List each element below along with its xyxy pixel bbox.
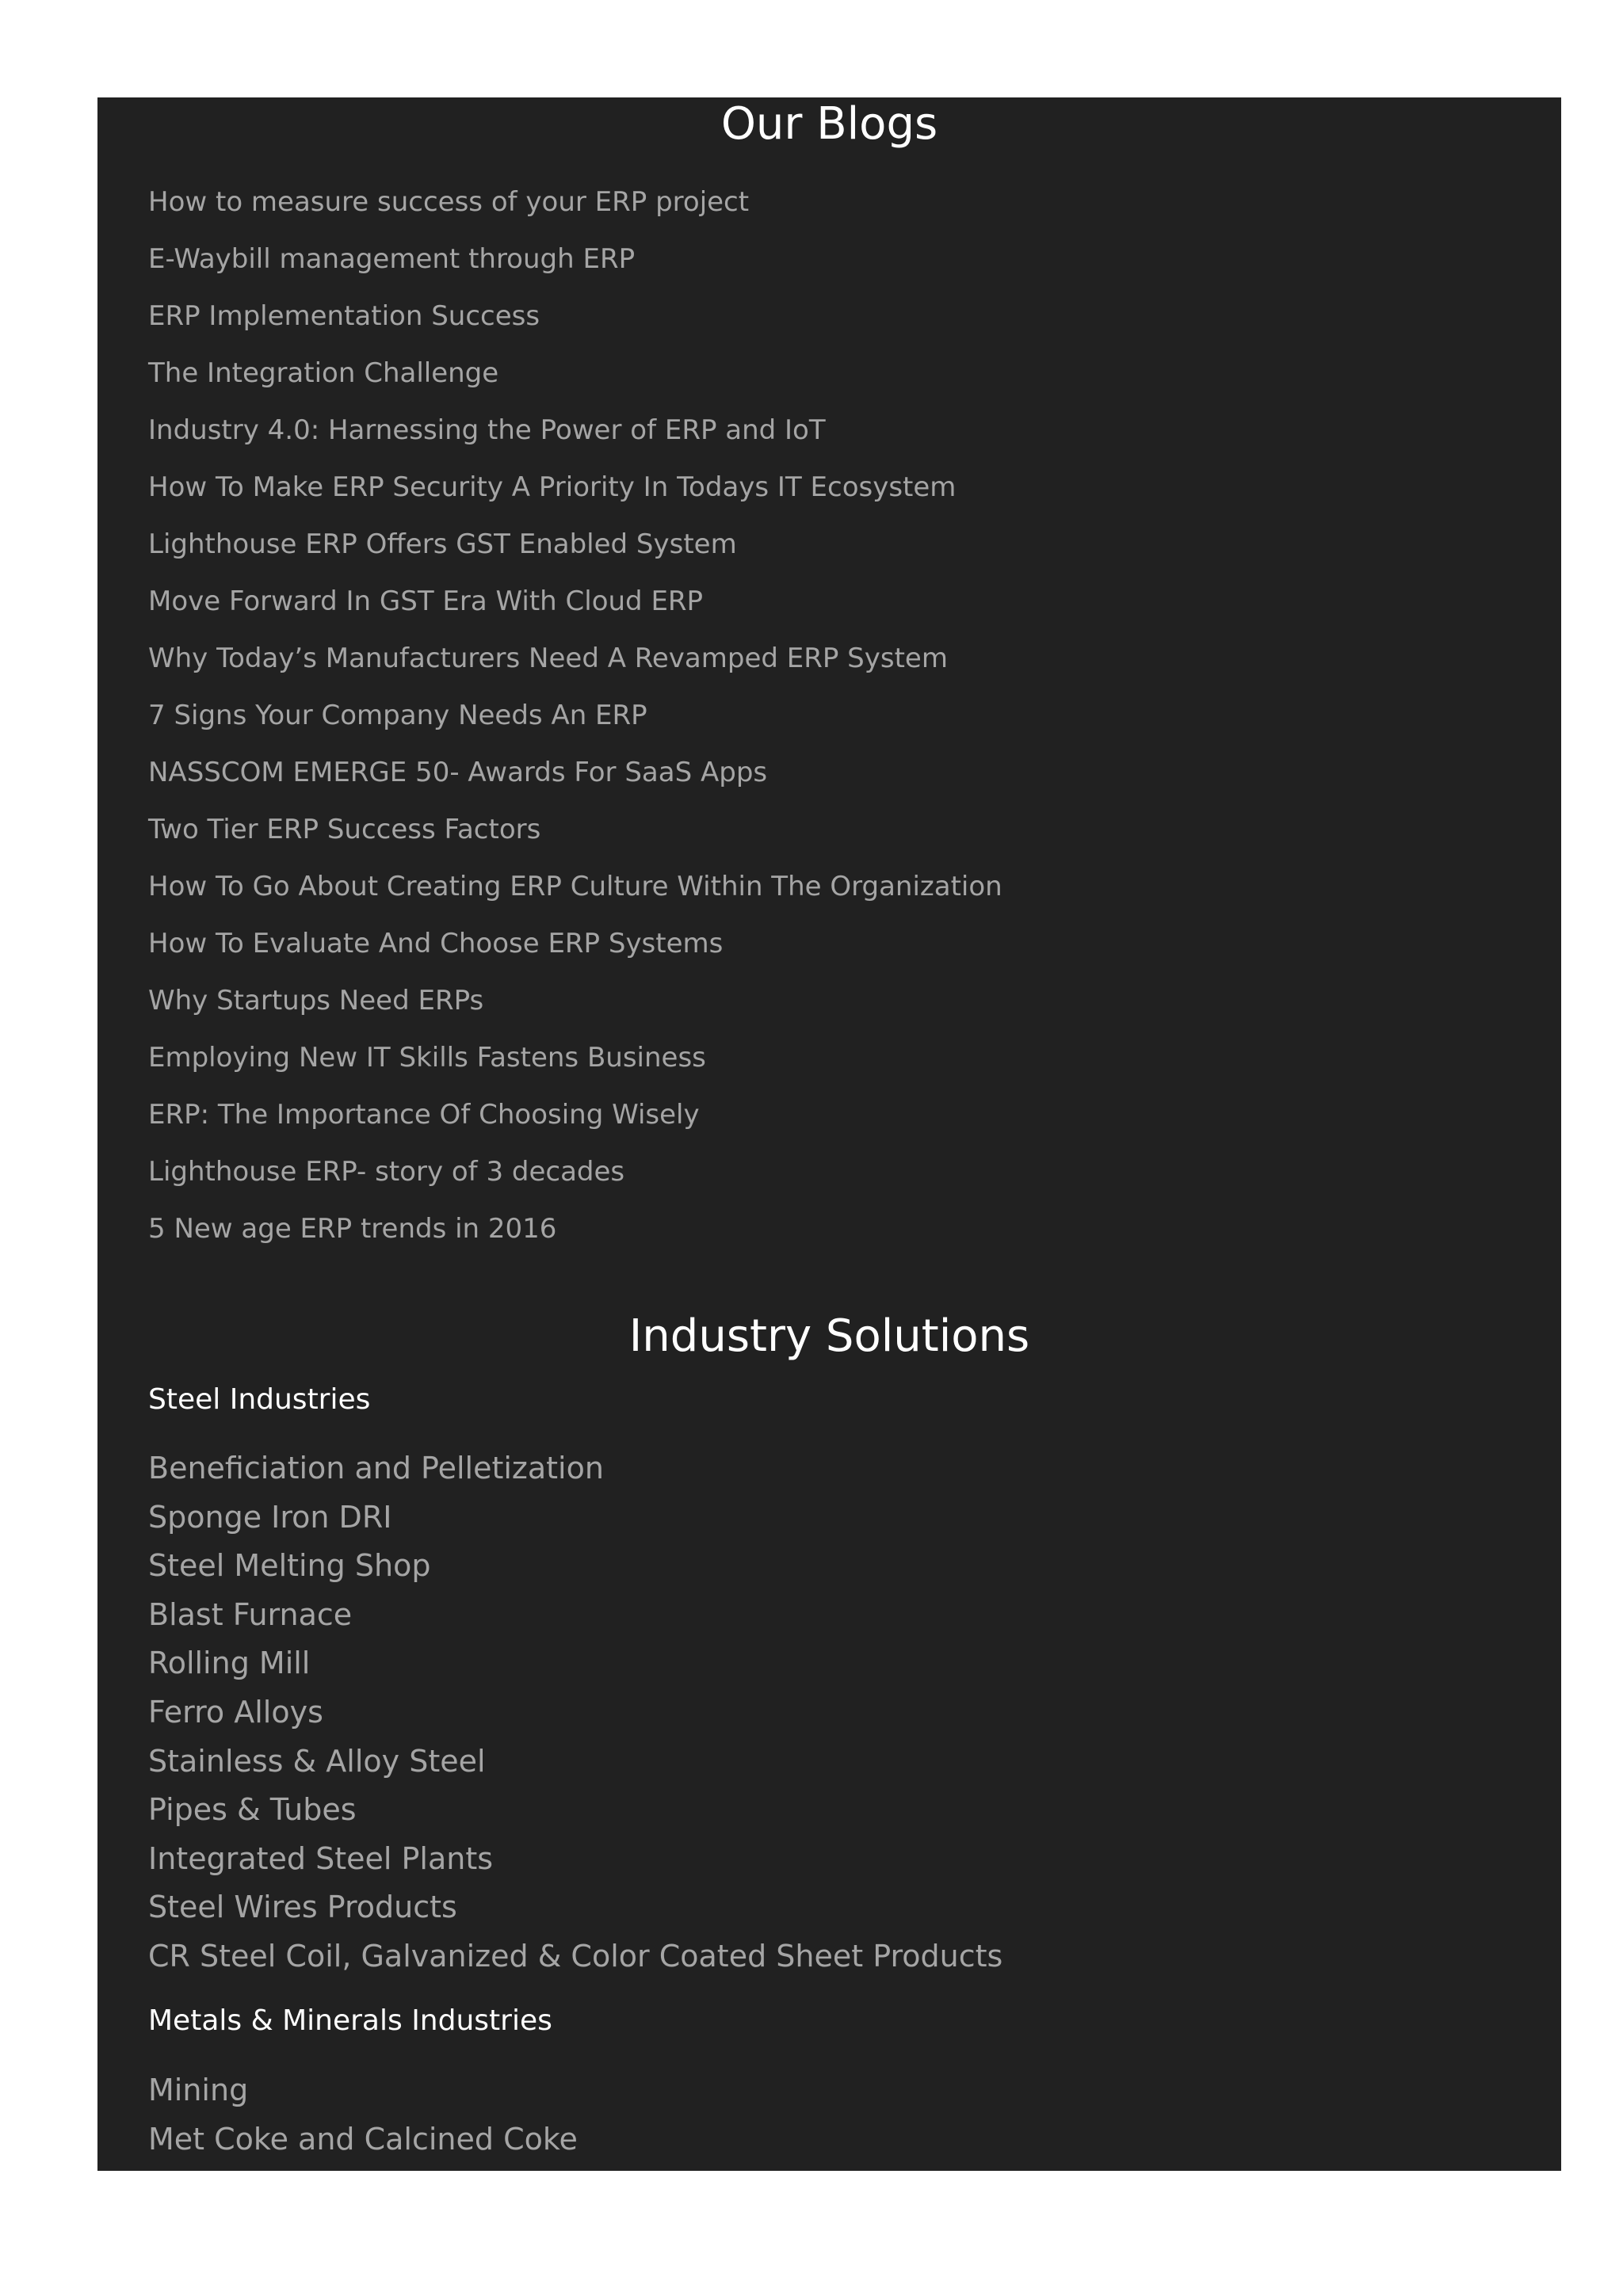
blog-link[interactable]: Two Tier ERP Success Factors (148, 814, 541, 845)
solution-link[interactable]: Sponge Iron DRI (148, 1499, 392, 1535)
list-item (148, 573, 1002, 630)
blog-link[interactable]: How to measure success of your ERP project (148, 186, 750, 218)
list-item (148, 231, 1002, 288)
solution-link[interactable]: Mining (148, 2073, 249, 2107)
blog-link[interactable]: How To Go About Creating ERP Culture Within The Organization (148, 871, 1002, 902)
solution-link[interactable]: Pipes & Tubes (148, 1792, 357, 1828)
blog-link[interactable]: Industry 4.0: Harnessing the Power of ERP and IoT (148, 414, 826, 446)
solution-link[interactable]: Rolling Mill (148, 1646, 311, 1681)
list-item (148, 630, 1002, 687)
list-item (148, 1542, 1002, 1591)
blog-link[interactable]: NASSCOM EMERGE 50- Awards For SaaS Apps (148, 757, 768, 788)
metals-solutions-list (148, 2066, 578, 2164)
blog-link[interactable]: 7 Signs Your Company Needs An ERP (148, 700, 647, 731)
list-item (148, 1932, 1002, 1981)
blog-link[interactable]: The Integration Challenge (148, 357, 499, 389)
blog-link[interactable]: Employing New IT Skills Fastens Business (148, 1042, 706, 1074)
solution-link[interactable]: Steel Melting Shop (148, 1548, 431, 1584)
list-item (148, 915, 1002, 972)
list-item (148, 345, 1002, 402)
list-item (148, 744, 1002, 801)
list-item (148, 2066, 578, 2115)
blog-link[interactable]: E-Waybill management through ERP (148, 243, 636, 275)
blog-link[interactable]: ERP Implementation Success (148, 300, 540, 332)
solution-link[interactable]: Ferro Alloys (148, 1694, 323, 1730)
blogs-section-title: Our Blogs (720, 98, 938, 150)
blog-link[interactable]: Why Today’s Manufacturers Need A Revamped ERP System (148, 643, 948, 674)
list-item (148, 1493, 1002, 1543)
blog-link[interactable]: How To Evaluate And Choose ERP Systems (148, 928, 724, 959)
list-item (148, 174, 1002, 231)
list-item (148, 1639, 1002, 1688)
solutions-section-title: Industry Solutions (628, 1310, 1030, 1362)
solution-link[interactable]: Blast Furnace (148, 1596, 353, 1632)
list-item (148, 1737, 1002, 1787)
solution-link[interactable]: Stainless & Alloy Steel (148, 1743, 486, 1779)
blog-list (148, 174, 1002, 1257)
blog-link[interactable]: Lighthouse ERP- story of 3 decades (148, 1156, 625, 1188)
footer-panel (97, 97, 1561, 2171)
list-item (148, 1688, 1002, 1737)
blog-link[interactable]: 5 New age ERP trends in 2016 (148, 1213, 557, 1245)
solution-link[interactable]: CR Steel Coil, Galvanized & Color Coated Sheet Products (148, 1938, 1003, 1974)
list-item (148, 1029, 1002, 1086)
list-item (148, 858, 1002, 915)
solution-link[interactable]: Beneficiation and Pelletization (148, 1451, 604, 1486)
list-item (148, 1786, 1002, 1835)
list-item (148, 1200, 1002, 1257)
list-item (148, 1591, 1002, 1640)
list-item (148, 459, 1002, 516)
steel-solutions-list (148, 1444, 1002, 1981)
blog-link[interactable]: Lighthouse ERP Offers GST Enabled System (148, 528, 737, 560)
blog-link[interactable]: How To Make ERP Security A Priority In Todays IT Ecosystem (148, 471, 957, 503)
list-item (148, 1444, 1002, 1493)
group-heading-metals-minerals: Metals & Minerals Industries (148, 2004, 552, 2037)
blog-link[interactable]: ERP: The Importance Of Choosing Wisely (148, 1099, 700, 1131)
list-item (148, 1086, 1002, 1143)
list-item (148, 687, 1002, 744)
list-item (148, 288, 1002, 345)
list-item (148, 972, 1002, 1029)
list-item (148, 801, 1002, 858)
solution-link[interactable]: Steel Wires Products (148, 1890, 457, 1925)
group-heading-steel: Steel Industries (148, 1383, 371, 1416)
list-item (148, 402, 1002, 459)
list-item (148, 1835, 1002, 1884)
solution-link[interactable]: Integrated Steel Plants (148, 1840, 494, 1876)
list-item (148, 1143, 1002, 1200)
list-item (148, 516, 1002, 573)
blog-link[interactable]: Why Startups Need ERPs (148, 985, 484, 1016)
list-item (148, 2115, 578, 2164)
list-item (148, 1883, 1002, 1932)
blog-link[interactable]: Move Forward In GST Era With Cloud ERP (148, 585, 704, 617)
solution-link[interactable]: Met Coke and Calcined Coke (148, 2121, 578, 2157)
